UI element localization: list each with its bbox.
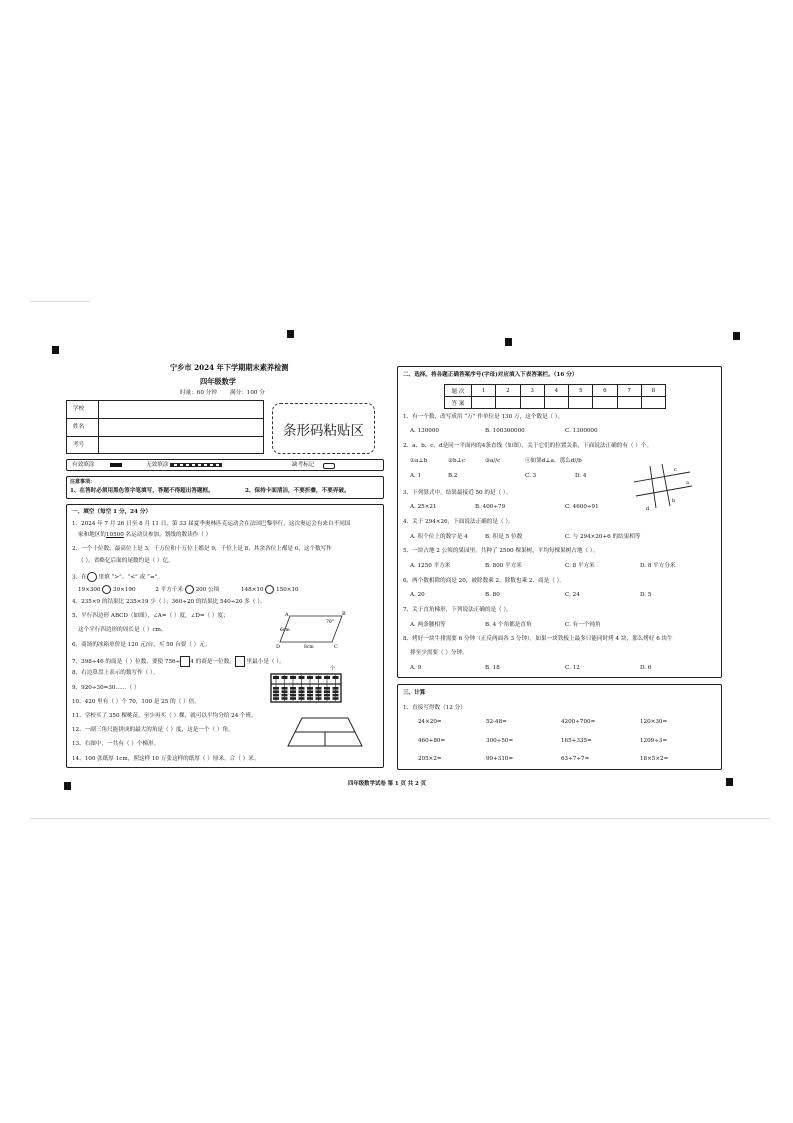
choice-1-option-a: A. 130000 [410, 428, 439, 434]
question-11: 11、学校买了 350 棵桃苗，至少再买（ ）棵，就可以平均分给 24 个班。 [72, 713, 257, 719]
question-9: 9、920÷30=30……（ ） [72, 685, 140, 691]
choice-5-option-b: B. 800 平方米 [485, 563, 522, 569]
choice-question-3: 3、下列算式中，结果最接近 50 的是（ ）。 [403, 490, 512, 496]
calc-item[interactable]: 460+80= [418, 738, 446, 744]
choice-5-option-d: D. 8 平方分米 [640, 563, 676, 569]
choice-2-option-a: A. 1 [410, 473, 422, 479]
section-2-heading: 二、选择。将各题正确答案序号(字母)对应填入下表答案栏。（16 分） [403, 372, 578, 378]
underlined-number: 10500 [105, 532, 124, 538]
abacus-bead [299, 687, 305, 690]
answer-cell[interactable] [496, 397, 520, 409]
question-2-line-1: 2、一个十位数，最高位上是 3，千万位和十万位上都是 9，千位上是 8，其余各位上都是 0，这个数写作 [72, 546, 332, 552]
abacus-bead [307, 697, 313, 700]
question-1-line-1: 1、2024 年 7 月 26 日至 8 月 11 日，第 33 届夏季奥林匹克运动会在法国巴黎举行，这次奥运会有来自不同国 [72, 521, 351, 527]
abacus-bead [273, 690, 279, 693]
choice-1-option-c: C. 1300000 [565, 428, 598, 434]
calc-item[interactable]: 99+310= [486, 756, 514, 762]
col-3: 3 [520, 385, 544, 397]
page-title: 宁乡市 2024 年下学期期末素养检测 [170, 363, 289, 372]
abacus-bead [333, 694, 339, 697]
compare-circle [87, 572, 97, 582]
choice-question-8-line-2: 排至少需要（ ）分钟。 [410, 650, 468, 656]
choice-2-option-d: D. 4 [575, 473, 587, 479]
abacus-bead [282, 690, 288, 693]
choice-3-option-a: A. 25×21 [410, 504, 437, 510]
parallelogram-figure [276, 610, 348, 650]
abacus-bead [307, 690, 313, 693]
abacus-bead [273, 676, 279, 679]
abacus-bead [273, 694, 279, 697]
registration-mark [733, 332, 740, 340]
abacus-bead [299, 676, 305, 679]
base-label: 8cm [304, 645, 314, 650]
time-label: 时量：60 分钟 [180, 390, 217, 396]
registration-mark [52, 346, 59, 354]
absent-mark-label: 缺考标记 [292, 462, 315, 468]
choice-question-8-line-1: 8、烤好一块牛排需要 6 分钟（正反两面各 3 分钟），如果一块铁板上最多只能同时烤 4 块，那么烤好 6 块牛 [403, 636, 673, 642]
choice-8-option-c: C. 12 [565, 665, 580, 671]
col-7: 7 [617, 385, 641, 397]
page-footer: 四年级数学试卷 第 1 页 共 2 页 [348, 781, 427, 787]
col-6: 6 [593, 385, 617, 397]
calc-item[interactable]: 63÷7÷7= [561, 756, 590, 762]
choice-question-1: 1、有一个数，改写成用 “万” 作单位是 130 万，这个数是（ ）。 [403, 414, 564, 420]
barcode-area [272, 403, 375, 454]
calc-item[interactable]: 165+335= [561, 738, 592, 744]
calc-item[interactable]: 4200÷700= [561, 719, 596, 725]
valid-fill-sample [110, 463, 122, 467]
abacus-bead [282, 694, 288, 697]
question-13: 13、右图中，一共有（ ）个梯形。 [72, 741, 160, 747]
question-12: 12、一副三角尺能拼成的最大的角是（ ）度，这是一个（ ）角。 [72, 727, 234, 733]
notes-title: 注意事项： [70, 479, 96, 485]
abacus-bead [316, 697, 322, 700]
abacus-bead [290, 690, 296, 693]
choice-2-statement-2: ②b⊥c [448, 458, 465, 464]
abacus-bead [282, 697, 288, 700]
answer-table [444, 384, 666, 409]
choice-4-option-b: B. 积是 5 位数 [485, 534, 523, 540]
choice-5-option-c: C. 8 平方米 [565, 563, 595, 569]
blank-square[interactable] [180, 656, 190, 667]
choice-8-option-a: A. 9 [410, 665, 422, 671]
choice-question-4: 4、关于 294×26，下面说法正确的是（ ）。 [403, 519, 514, 525]
question-4: 4、235×9 的结果比 235×19 少（ ）；360÷20 的结果比 540÷20 多（ ）。 [72, 599, 266, 605]
question-10: 10、420 里有（ ）个 70，100 是 25 的（ ）倍。 [72, 699, 200, 705]
abacus-bead [316, 690, 322, 693]
question-7: 7、398÷46 的商是（ ）位数，要使 756÷ 4 的商是一位数， 里最小是（ ）。 [72, 656, 285, 667]
compare-circle[interactable] [102, 585, 111, 594]
calc-item[interactable]: 120×30= [640, 719, 668, 725]
abacus-bead [307, 687, 313, 690]
invalid-fill-label: 无效填涂 [146, 462, 169, 468]
choice-2-statement-4: ④如果d⊥a，那么d//b [525, 458, 582, 464]
barcode-label: 条形码粘贴区 [283, 422, 364, 439]
abacus-unit-label: 个 [330, 666, 336, 672]
abacus-bead [333, 687, 339, 690]
absent-mark-box[interactable] [323, 463, 335, 469]
invalid-fill-samples [170, 463, 222, 467]
choice-7-option-b: B. 4 个角都是直角 [485, 622, 532, 628]
question-6: 6、商场的冰箱单价是 120 元/台，买 50 台要（ ）元。 [72, 642, 211, 648]
section-1-heading: 一、填空（每空 1 分，24 分） [72, 509, 152, 515]
calc-item[interactable]: 1209÷3= [640, 738, 668, 744]
calc-item[interactable]: 24×20= [418, 719, 442, 725]
vertex-d: D [276, 644, 281, 650]
abacus-bead [290, 694, 296, 697]
abacus-bead [282, 676, 288, 679]
question-5-line-2: 这个平行四边形的周长是（ ）cm。 [78, 627, 167, 633]
choice-5-option-a: A. 1250 平方米 [410, 563, 451, 569]
notes-line-2: 2、保持卡面清洁，不要折叠，不要弄破。 [245, 488, 350, 494]
trapezoid-figure [286, 716, 364, 748]
col-2: 2 [496, 385, 520, 397]
question-5-line-1: 5、平行四边形 ABCD（如图），∠A=（ ）度，∠D=（ ）度； [72, 613, 229, 619]
answer-cell[interactable] [472, 397, 496, 409]
calc-item[interactable]: 205×2= [418, 756, 442, 762]
abacus-bead [324, 676, 330, 679]
question-3: 3、在 里填 “>”、“<” 或 “=”。 [72, 572, 163, 582]
choice-6-option-b: B. 80 [485, 592, 500, 598]
question-8: 8、右边算盘上表示的数写作（ ）。 [72, 670, 159, 676]
row-label-answer: 答 案 [445, 397, 472, 409]
abacus-bead [324, 697, 330, 700]
abacus-bead [282, 687, 288, 690]
choice-4-option-c: C. 与 294×20+6 的结果相等 [565, 534, 641, 540]
choice-question-5: 5、一块占地 2 公顷的果园里，共种了 2500 棵果树，平均每棵果树占地（ ）。 [403, 548, 599, 554]
choice-7-option-a: A. 两条腰相等 [410, 622, 446, 628]
choice-3-option-b: B. 400÷79 [475, 504, 506, 510]
choice-8-option-d: D. 6 [640, 665, 652, 671]
registration-mark [505, 338, 512, 346]
valid-fill-label: 有效填涂 [72, 462, 95, 468]
abacus-bead [290, 676, 296, 679]
abacus-bead [333, 697, 339, 700]
abacus-bead [299, 690, 305, 693]
angle-label: 70° [326, 620, 334, 625]
section-3-subheading: 1、直接写得数（12 分） [403, 705, 466, 711]
calc-item[interactable]: 300÷50= [486, 738, 514, 744]
col-4: 4 [544, 385, 568, 397]
four-lines-figure [632, 462, 694, 512]
abacus-figure [270, 673, 342, 703]
col-5: 5 [569, 385, 593, 397]
abacus-bead [273, 697, 279, 700]
choice-2-option-c: C. 3 [525, 473, 537, 479]
student-info-box [66, 400, 264, 454]
compare-circle[interactable] [185, 585, 194, 594]
choice-3-option-c: C. 4600÷91 [565, 504, 599, 510]
compare-circle[interactable] [265, 585, 274, 594]
line-label-d: d [646, 506, 650, 512]
question-14: 14、100 张纸厚 1cm，照这样 10 万张这样的纸厚（ ）厘米，合（ ）米。 [72, 756, 260, 762]
choice-6-option-d: D. 5 [640, 592, 652, 598]
answer-cell[interactable] [593, 397, 617, 409]
abacus-bead [333, 690, 339, 693]
answer-cell[interactable] [520, 397, 544, 409]
name-label: 姓名 [73, 424, 85, 430]
abacus-bead [307, 694, 313, 697]
col-1: 1 [472, 385, 496, 397]
registration-mark [64, 782, 71, 790]
row-label-question: 题 次 [445, 385, 472, 397]
choice-question-2: 2、a、b、c、d是同一平面内的4条直线（如图），关于它们的位置关系，下面说法正确的有（ ）个。 [403, 443, 653, 449]
vertex-a: A [285, 612, 289, 618]
blank-square [235, 656, 245, 667]
abacus-bead [324, 694, 330, 697]
answer-cell[interactable] [617, 397, 641, 409]
choice-8-option-b: B. 18 [485, 665, 500, 671]
calc-item[interactable]: 18×5×2= [640, 756, 669, 762]
abacus-bead [316, 694, 322, 697]
question-2-line-2: （ ），省略亿后面的尾数约是（ ）亿。 [78, 558, 174, 564]
section-calculation [397, 684, 722, 770]
abacus-bead [333, 676, 339, 679]
compare-items: 19×300 30×190 2 平方千米 200 公顷 148×10 150×10 [78, 587, 299, 593]
abacus-bead [316, 676, 322, 679]
calc-item[interactable]: 52-48= [486, 719, 507, 725]
subject-title: 四年级数学 [200, 377, 236, 386]
abacus-bead [307, 676, 313, 679]
abacus-bead [324, 687, 330, 690]
vertex-c: C [334, 644, 338, 650]
choice-2-statement-1: ①a⊥b [410, 458, 428, 464]
abacus-bead [273, 687, 279, 690]
abacus-bead [316, 687, 322, 690]
choice-1-option-b: B. 100300000 [485, 428, 525, 434]
line-label-b: b [672, 498, 676, 504]
section-3-heading: 三、计算 [403, 690, 426, 696]
abacus-bead [290, 687, 296, 690]
choice-6-option-c: C. 24 [565, 592, 580, 598]
answer-cell[interactable] [569, 397, 593, 409]
col-8: 8 [641, 385, 665, 397]
score-label: 满分：100 分 [230, 390, 265, 396]
choice-2-statement-3: ③a//c [485, 458, 501, 464]
choice-question-6: 6、两个数相除的商是 20，被除数乘 2，除数也乘 2，商是（ ）。 [403, 578, 565, 584]
registration-mark [726, 778, 733, 786]
choice-6-option-a: A. 20 [410, 592, 425, 598]
question-1-line-2: 家和地区的10500 名运动员参加。划线的数读作（ ） [78, 532, 212, 538]
choice-7-option-c: C. 有一个钝角 [565, 622, 601, 628]
exam-number-label: 考号 [73, 442, 85, 448]
abacus-bead [324, 690, 330, 693]
answer-cell[interactable] [641, 397, 665, 409]
school-label: 学校 [73, 406, 85, 412]
side-label: 6cm [280, 628, 290, 633]
abacus-bead [299, 694, 305, 697]
choice-4-option-a: A. 积个位上的数字是 4 [410, 534, 468, 540]
notes-line-1: 1、在答时必须用黑色签字笔填写，答题不得超出答题框。 [70, 488, 214, 494]
answer-cell[interactable] [544, 397, 568, 409]
registration-mark [287, 330, 294, 338]
choice-2-option-b: B.2 [448, 473, 458, 479]
abacus-bead [299, 697, 305, 700]
choice-question-7: 7、关于直角梯形，下列说法正确的是（ ）。 [403, 607, 512, 613]
abacus-bead [290, 697, 296, 700]
line-label-c: c [674, 467, 677, 473]
line-label-a: a [686, 480, 689, 486]
vertex-b: B [342, 611, 346, 617]
